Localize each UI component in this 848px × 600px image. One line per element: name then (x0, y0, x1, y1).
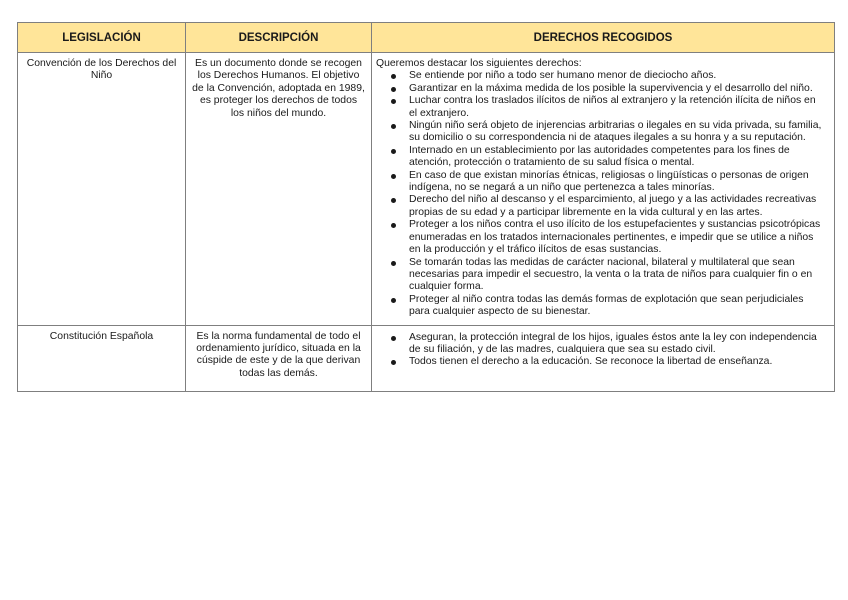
header-rights: DERECHOS RECOGIDOS (372, 23, 835, 53)
list-item: Derecho del niño al descanso y el esparcimiento, al juego y a las actividades recreativas propias de su edad y a participar libremente en la vida cultural y en las artes. (409, 194, 826, 219)
header-description: DESCRIPCIÓN (186, 23, 372, 53)
rights-cell (372, 325, 835, 391)
list-item: Se tomarán todas las medidas de carácter nacional, bilateral y multilateral que sean necesarias para impedir el secuestro, la venta o la trata de niños para cualquier fin o en cualquier forma. (409, 257, 826, 294)
legislation-cell: Constitución Española (18, 325, 186, 391)
rights-intro: Queremos destacar los siguientes derechos: (376, 58, 582, 69)
rights-list (376, 70, 826, 318)
description-cell: Es un documento donde se recogen los Derechos Humanos. El objetivo de la Convención, adoptada en 1989, es proteger los derechos de todos los niños del mundo. (186, 53, 372, 326)
list-item: Proteger al niño contra todas las demás formas de explotación que sean perjudiciales para cualquier aspecto de su bienestar. (409, 294, 826, 319)
legislation-table (17, 22, 835, 392)
list-item: Ningún niño será objeto de injerencias arbitrarias o ilegales en su vida privada, su familia, su domicilio o su correspondencia ni de ataques ilegales a su honra y a su reputación. (409, 120, 826, 145)
list-item: Se entiende por niño a todo ser humano menor de dieciocho años. (409, 70, 826, 82)
list-item: Aseguran, la protección integral de los hijos, iguales éstos ante la ley con independencia de su filiación, y de las madres, cualquiera que sea su estado civil. (409, 332, 824, 357)
document-page (17, 22, 834, 392)
legislation-cell: Convención de los Derechos del Niño (18, 53, 186, 326)
header-row (18, 23, 835, 53)
list-item: Proteger a los niños contra el uso ilícito de los estupefacientes y sustancias psicotrópicas enumeradas en los tratados internacionales pertinentes, e impedir que se utilice a niños en la producción y el tráfico ilícitos de esas sustancias. (409, 219, 826, 256)
rights-list (376, 332, 824, 369)
rights-cell (372, 53, 835, 326)
description-cell: Es la norma fundamental de todo el ordenamiento jurídico, situada en la cúspide de este y de la que derivan todas las demás. (186, 325, 372, 391)
list-item: Internado en un establecimiento por las autoridades competentes para los fines de atención, protección o tratamiento de su salud física o mental. (409, 145, 826, 170)
list-item: En caso de que existan minorías étnicas, religiosas o lingüísticas o personas de origen indígena, no se negará a un niño que pertenezca a tales minorías. (409, 170, 826, 195)
table-row (18, 325, 835, 391)
header-legislation: LEGISLACIÓN (18, 23, 186, 53)
list-item: Todos tienen el derecho a la educación. Se reconoce la libertad de enseñanza. (409, 356, 824, 368)
list-item: Garantizar en la máxima medida de los posible la supervivencia y el desarrollo del niño. (409, 83, 826, 95)
table-row (18, 53, 835, 326)
list-item: Luchar contra los traslados ilícitos de niños al extranjero y la retención ilícita de niños en el extranjero. (409, 95, 826, 120)
